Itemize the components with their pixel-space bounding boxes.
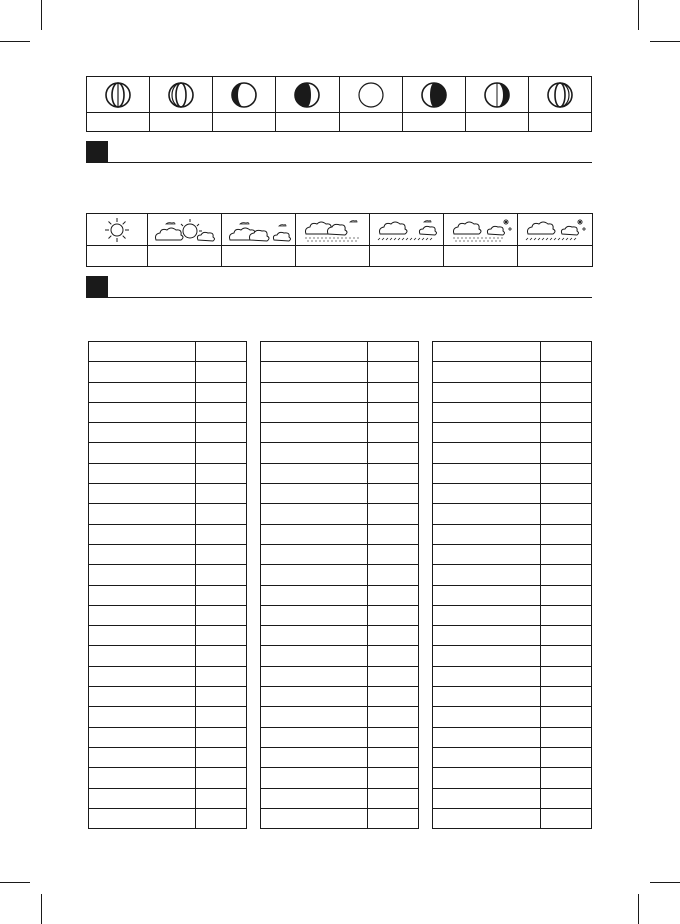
grid-row	[261, 402, 419, 422]
grid-cell-value	[541, 423, 592, 443]
grid-cell-label	[433, 768, 541, 788]
grid-cell-value	[368, 585, 419, 605]
grid-cell-value	[368, 626, 419, 646]
grid-row	[433, 687, 592, 707]
grid-cell-value	[196, 605, 247, 625]
grid-cell-value	[368, 544, 419, 564]
grid-cell-label	[261, 808, 368, 828]
cloudy-icon	[226, 216, 292, 244]
grid-cell-label	[89, 342, 196, 362]
grid-cell-value	[368, 463, 419, 483]
grid-cell-label	[433, 524, 541, 544]
grid-cell-value	[196, 687, 247, 707]
grid-cell-value	[541, 362, 592, 382]
grid-cell-label	[433, 808, 541, 828]
grid-row	[89, 768, 247, 788]
grid-cell-label	[261, 788, 368, 808]
grid-cell-label	[433, 423, 541, 443]
grid-cell-value	[196, 585, 247, 605]
grid-row	[433, 524, 592, 544]
grid-cell-label	[261, 423, 368, 443]
section-marker	[86, 141, 108, 163]
grid-cell-label	[261, 626, 368, 646]
grid-cell-value	[196, 808, 247, 828]
grid-cell-label	[433, 626, 541, 646]
grid-cell-label	[89, 666, 196, 686]
grid-cell-value	[541, 727, 592, 747]
grid-cell-label	[89, 382, 196, 402]
grid-cell-value	[196, 504, 247, 524]
weather-cell	[370, 214, 444, 246]
blank-grid-1	[88, 341, 247, 829]
grid-row	[261, 565, 419, 585]
grid-cell-value	[368, 747, 419, 767]
full-moon-icon	[546, 81, 574, 109]
grid-row	[433, 747, 592, 767]
grid-row	[89, 687, 247, 707]
weather-cell	[87, 214, 148, 246]
grid-row	[433, 788, 592, 808]
grid-cell-label	[433, 605, 541, 625]
grid-cell-label	[433, 484, 541, 504]
grid-cell-label	[433, 565, 541, 585]
weather-label	[296, 246, 370, 267]
moon-phase-cell	[402, 77, 465, 113]
grid-row	[89, 646, 247, 666]
grid-row	[89, 423, 247, 443]
grid-cell-value	[541, 646, 592, 666]
waxing-gibbous-moon-icon	[483, 81, 511, 109]
grid-row	[261, 768, 419, 788]
grid-cell-value	[541, 544, 592, 564]
full-moon-icon	[167, 81, 195, 109]
grid-cell-value	[541, 747, 592, 767]
grid-row	[89, 788, 247, 808]
grid-cell-label	[89, 626, 196, 646]
grid-cell-label	[89, 707, 196, 727]
crop-mark	[638, 0, 639, 30]
weather-label	[222, 246, 296, 267]
grid-cell-value	[541, 463, 592, 483]
grid-row	[261, 423, 419, 443]
grid-cell-value	[196, 747, 247, 767]
grid-row	[89, 362, 247, 382]
grid-cell-label	[261, 362, 368, 382]
grid-row	[261, 788, 419, 808]
grid-cell-value	[368, 504, 419, 524]
grid-row	[433, 484, 592, 504]
grid-cell-value	[368, 382, 419, 402]
moon-phase-label	[213, 113, 276, 132]
grid-cell-label	[89, 727, 196, 747]
grid-cell-label	[433, 463, 541, 483]
grid-cell-value	[368, 362, 419, 382]
grid-cell-value	[196, 423, 247, 443]
grid-row	[89, 707, 247, 727]
grid-cell-value	[541, 808, 592, 828]
weather-label	[518, 246, 593, 267]
moon-phase-cell	[276, 77, 339, 113]
grid-cell-value	[368, 768, 419, 788]
full-moon-icon	[104, 81, 132, 109]
grid-row	[433, 463, 592, 483]
grid-row	[89, 747, 247, 767]
grid-cell-value	[196, 626, 247, 646]
grid-cell-value	[196, 382, 247, 402]
grid-cell-label	[89, 504, 196, 524]
grid-row	[89, 808, 247, 828]
grid-cell-value	[196, 443, 247, 463]
grid-cell-label	[433, 646, 541, 666]
grid-row	[433, 544, 592, 564]
grid-row	[433, 443, 592, 463]
grid-row	[261, 626, 419, 646]
grid-row	[89, 565, 247, 585]
weather-label	[444, 246, 518, 267]
grid-row	[89, 727, 247, 747]
grid-cell-label	[89, 544, 196, 564]
grid-cell-value	[368, 423, 419, 443]
crop-mark	[0, 882, 30, 883]
grid-cell-value	[196, 666, 247, 686]
grid-cell-label	[89, 463, 196, 483]
grid-cell-value	[368, 565, 419, 585]
grid-cell-value	[541, 768, 592, 788]
heavy-snow-icon	[522, 216, 588, 244]
moon-phase-label	[465, 113, 528, 132]
grid-row	[433, 707, 592, 727]
grid-row	[261, 747, 419, 767]
moon-phase-label	[150, 113, 213, 132]
moon-phase-label	[402, 113, 465, 132]
grid-cell-value	[368, 605, 419, 625]
grid-cell-value	[196, 463, 247, 483]
grid-cell-label	[89, 423, 196, 443]
grid-cell-label	[433, 504, 541, 524]
grid-cell-label	[261, 443, 368, 463]
grid-cell-value	[196, 544, 247, 564]
grid-row	[261, 808, 419, 828]
snow-icon	[448, 216, 514, 244]
grid-cell-value	[541, 402, 592, 422]
grid-cell-label	[433, 342, 541, 362]
moon-phase-label	[87, 113, 150, 132]
grid-row	[89, 585, 247, 605]
grid-row	[261, 666, 419, 686]
grid-row	[261, 727, 419, 747]
moon-phase-cell	[150, 77, 213, 113]
grid-cell-value	[541, 504, 592, 524]
grid-cell-value	[368, 666, 419, 686]
grid-cell-value	[196, 484, 247, 504]
weather-label	[87, 246, 148, 267]
rain-icon	[300, 216, 366, 244]
grid-row	[433, 626, 592, 646]
grid-row	[89, 402, 247, 422]
section-rule	[108, 297, 592, 298]
grid-cell-value	[196, 788, 247, 808]
sunny-icon	[104, 217, 130, 243]
moon-phase-cell	[87, 77, 150, 113]
moon-phase-label	[339, 113, 402, 132]
grid-cell-label	[89, 768, 196, 788]
partly-cloudy-icon	[152, 216, 218, 244]
grid-row	[433, 768, 592, 788]
new-moon-icon	[357, 81, 385, 109]
grid-row	[89, 666, 247, 686]
grid-row	[89, 626, 247, 646]
weather-cell	[222, 214, 296, 246]
grid-row	[89, 524, 247, 544]
weather-cell	[296, 214, 370, 246]
moon-phase-cell	[339, 77, 402, 113]
grid-cell-value	[541, 687, 592, 707]
grid-row	[433, 666, 592, 686]
grid-row	[433, 565, 592, 585]
grid-cell-value	[196, 646, 247, 666]
grid-cell-label	[433, 402, 541, 422]
crop-mark	[650, 882, 680, 883]
grid-cell-label	[261, 484, 368, 504]
crop-mark	[638, 894, 639, 924]
crop-mark	[41, 894, 42, 924]
grid-cell-label	[433, 666, 541, 686]
grid-row	[89, 342, 247, 362]
grid-cell-value	[368, 524, 419, 544]
grid-cell-label	[261, 585, 368, 605]
grid-cell-value	[541, 605, 592, 625]
grid-cell-label	[261, 687, 368, 707]
heavy-rain-icon	[374, 216, 440, 244]
grid-row	[261, 342, 419, 362]
grid-row	[261, 362, 419, 382]
grid-cell-value	[541, 565, 592, 585]
crop-mark	[0, 41, 30, 42]
grid-cell-value	[196, 768, 247, 788]
grid-row	[433, 362, 592, 382]
grid-row	[261, 524, 419, 544]
grid-cell-label	[261, 666, 368, 686]
grid-row	[433, 402, 592, 422]
grid-row	[433, 504, 592, 524]
grid-cell-value	[541, 788, 592, 808]
grid-row	[261, 463, 419, 483]
grid-row	[261, 484, 419, 504]
grid-cell-label	[261, 605, 368, 625]
grid-cell-value	[368, 443, 419, 463]
grid-cell-label	[89, 402, 196, 422]
grid-row	[261, 544, 419, 564]
grid-cell-label	[89, 808, 196, 828]
moon-phase-table	[86, 76, 592, 132]
crop-mark	[41, 0, 42, 30]
grid-cell-label	[89, 646, 196, 666]
grid-cell-value	[541, 626, 592, 646]
grid-cell-value	[196, 727, 247, 747]
grid-cell-value	[368, 342, 419, 362]
grid-row	[261, 504, 419, 524]
grid-cell-value	[541, 585, 592, 605]
grid-cell-label	[261, 402, 368, 422]
grid-row	[89, 605, 247, 625]
grid-cell-label	[261, 342, 368, 362]
grid-cell-label	[89, 788, 196, 808]
grid-cell-value	[368, 788, 419, 808]
grid-cell-value	[196, 707, 247, 727]
grid-cell-label	[261, 707, 368, 727]
grid-row	[261, 605, 419, 625]
grid-row	[433, 646, 592, 666]
grid-row	[89, 443, 247, 463]
grid-cell-label	[433, 382, 541, 402]
grid-cell-label	[433, 687, 541, 707]
grid-cell-label	[261, 504, 368, 524]
grid-row	[261, 382, 419, 402]
grid-cell-value	[541, 666, 592, 686]
grid-cell-label	[89, 443, 196, 463]
weather-icon-table	[86, 213, 593, 267]
grid-cell-label	[433, 788, 541, 808]
grid-cell-label	[89, 585, 196, 605]
grid-row	[89, 382, 247, 402]
grid-cell-value	[541, 382, 592, 402]
grid-cell-label	[261, 727, 368, 747]
grid-cell-label	[261, 463, 368, 483]
moon-phase-label	[276, 113, 339, 132]
grid-cell-label	[89, 605, 196, 625]
grid-row	[261, 707, 419, 727]
waxing-crescent-moon-icon	[420, 81, 448, 109]
grid-cell-value	[196, 342, 247, 362]
grid-cell-value	[368, 402, 419, 422]
grid-cell-value	[541, 342, 592, 362]
grid-cell-label	[261, 646, 368, 666]
grid-cell-value	[541, 707, 592, 727]
grid-cell-value	[368, 687, 419, 707]
grid-row	[261, 585, 419, 605]
grid-row	[89, 484, 247, 504]
waning-gibbous-moon-icon	[230, 81, 258, 109]
section-rule	[108, 162, 592, 163]
grid-row	[433, 342, 592, 362]
grid-row	[261, 646, 419, 666]
blank-grid-2	[260, 341, 419, 829]
crop-mark	[650, 41, 680, 42]
grid-cell-label	[433, 544, 541, 564]
grid-cell-label	[433, 707, 541, 727]
grid-cell-label	[89, 687, 196, 707]
grid-cell-value	[368, 707, 419, 727]
grid-row	[433, 605, 592, 625]
moon-phase-label	[528, 113, 591, 132]
grid-cell-label	[433, 443, 541, 463]
grid-cell-label	[261, 565, 368, 585]
grid-cell-label	[89, 565, 196, 585]
grid-cell-value	[368, 646, 419, 666]
grid-cell-value	[541, 524, 592, 544]
grid-cell-value	[196, 565, 247, 585]
section-header-2	[86, 276, 592, 298]
moon-phase-cell	[465, 77, 528, 113]
grid-cell-label	[433, 747, 541, 767]
moon-phase-cell	[213, 77, 276, 113]
grid-cell-label	[89, 484, 196, 504]
grid-cell-value	[368, 727, 419, 747]
grid-cell-value	[196, 402, 247, 422]
grid-row	[433, 585, 592, 605]
grid-row	[433, 727, 592, 747]
weather-cell	[444, 214, 518, 246]
grid-cell-value	[541, 443, 592, 463]
grid-cell-label	[261, 747, 368, 767]
waning-crescent-moon-icon	[293, 81, 321, 109]
grid-cell-label	[433, 727, 541, 747]
grid-cell-label	[261, 544, 368, 564]
grid-row	[261, 443, 419, 463]
weather-label	[370, 246, 444, 267]
grid-row	[433, 382, 592, 402]
section-header-1	[86, 141, 592, 163]
grid-row	[89, 463, 247, 483]
weather-cell	[518, 214, 593, 246]
grid-cell-label	[89, 747, 196, 767]
grid-cell-label	[261, 382, 368, 402]
grid-row	[261, 687, 419, 707]
section-marker	[86, 276, 108, 298]
grid-row	[433, 423, 592, 443]
blank-grid-3	[432, 341, 592, 829]
grid-row	[433, 808, 592, 828]
grid-row	[89, 544, 247, 564]
weather-cell	[148, 214, 222, 246]
moon-phase-cell	[528, 77, 591, 113]
grid-cell-value	[541, 484, 592, 504]
grid-cell-label	[261, 524, 368, 544]
grid-cell-label	[89, 362, 196, 382]
grid-cell-label	[433, 362, 541, 382]
grid-cell-label	[89, 524, 196, 544]
grid-cell-value	[368, 808, 419, 828]
grid-cell-value	[196, 362, 247, 382]
grid-row	[89, 504, 247, 524]
grid-cell-value	[368, 484, 419, 504]
grid-cell-label	[433, 585, 541, 605]
weather-label	[148, 246, 222, 267]
grid-cell-label	[261, 768, 368, 788]
grid-cell-value	[196, 524, 247, 544]
